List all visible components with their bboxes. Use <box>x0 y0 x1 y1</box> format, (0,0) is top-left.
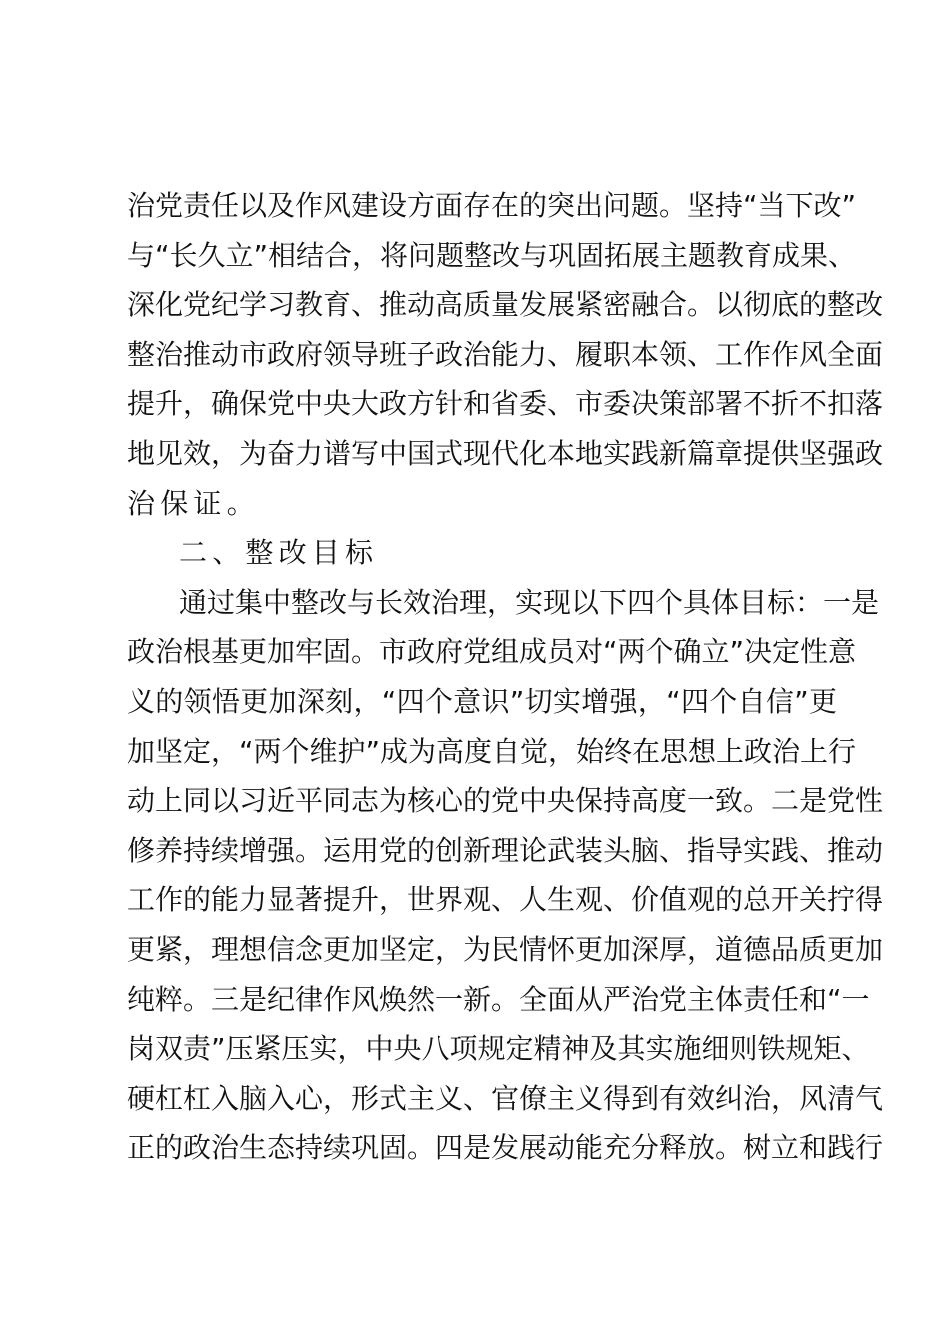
paragraph-continuation <box>127 181 884 528</box>
paragraph-goals <box>127 578 884 1173</box>
text-line: 整治推动市政府领导班子政治能力、履职本领、工作作风全面 <box>127 337 884 371</box>
section-heading <box>127 528 837 578</box>
text-line: 义的领悟更加深刻，“四个意识”切实增强，“四个自信”更 <box>127 684 837 718</box>
text-line: 治党责任以及作风建设方面存在的突出问题。坚持“当下改” <box>127 189 857 222</box>
document-body <box>127 181 884 1173</box>
text-line: 与“长久立”相结合，将问题整改与巩固拓展主题教育成果、 <box>127 238 857 272</box>
text-line: 治保证。 <box>127 486 260 520</box>
text-line: 政治根基更加牢固。市政府党组成员对“两个确立”决定性意 <box>127 635 857 669</box>
text-line: 硬杠杠入脑入心，形式主义、官僚主义得到有效纠治，风清气 <box>127 1081 884 1115</box>
text-line: 动上同以习近平同志为核心的党中央保持高度一致。二是党性 <box>127 784 884 818</box>
text-line: 加坚定，“两个维护”成为高度自觉，始终在思想上政治上行 <box>127 734 857 768</box>
text-line: 岗双责”压紧压实，中央八项规定精神及其实施细则铁规矩、 <box>127 1032 870 1066</box>
text-line: 修养持续增强。运用党的创新理论武装头脑、指导实践、推动 <box>127 833 884 867</box>
text-line: 纯粹。三是纪律作风焕然一新。全面从严治党主体责任和“一 <box>127 982 870 1016</box>
text-line: 提升，确保党中央大政方针和省委、市委决策部署不折不扣落 <box>127 387 884 421</box>
text-line: 正的政治生态持续巩固。四是发展动能充分释放。树立和践行 <box>127 1131 884 1165</box>
text-line: 地见效，为奋力谱写中国式现代化本地实践新篇章提供坚强政 <box>127 436 884 470</box>
text-line: 通过集中整改与长效治理，实现以下四个具体目标：一是 <box>179 585 880 619</box>
text-line: 更紧，理想信念更加坚定，为民情怀更加深厚，道德品质更加 <box>127 932 884 966</box>
text-line: 深化党纪学习教育、推动高质量发展紧密融合。以彻底的整改 <box>127 288 884 322</box>
text-line: 工作的能力显著提升，世界观、人生观、价值观的总开关拧得 <box>127 883 884 917</box>
heading-text: 二、整改目标 <box>179 536 379 570</box>
